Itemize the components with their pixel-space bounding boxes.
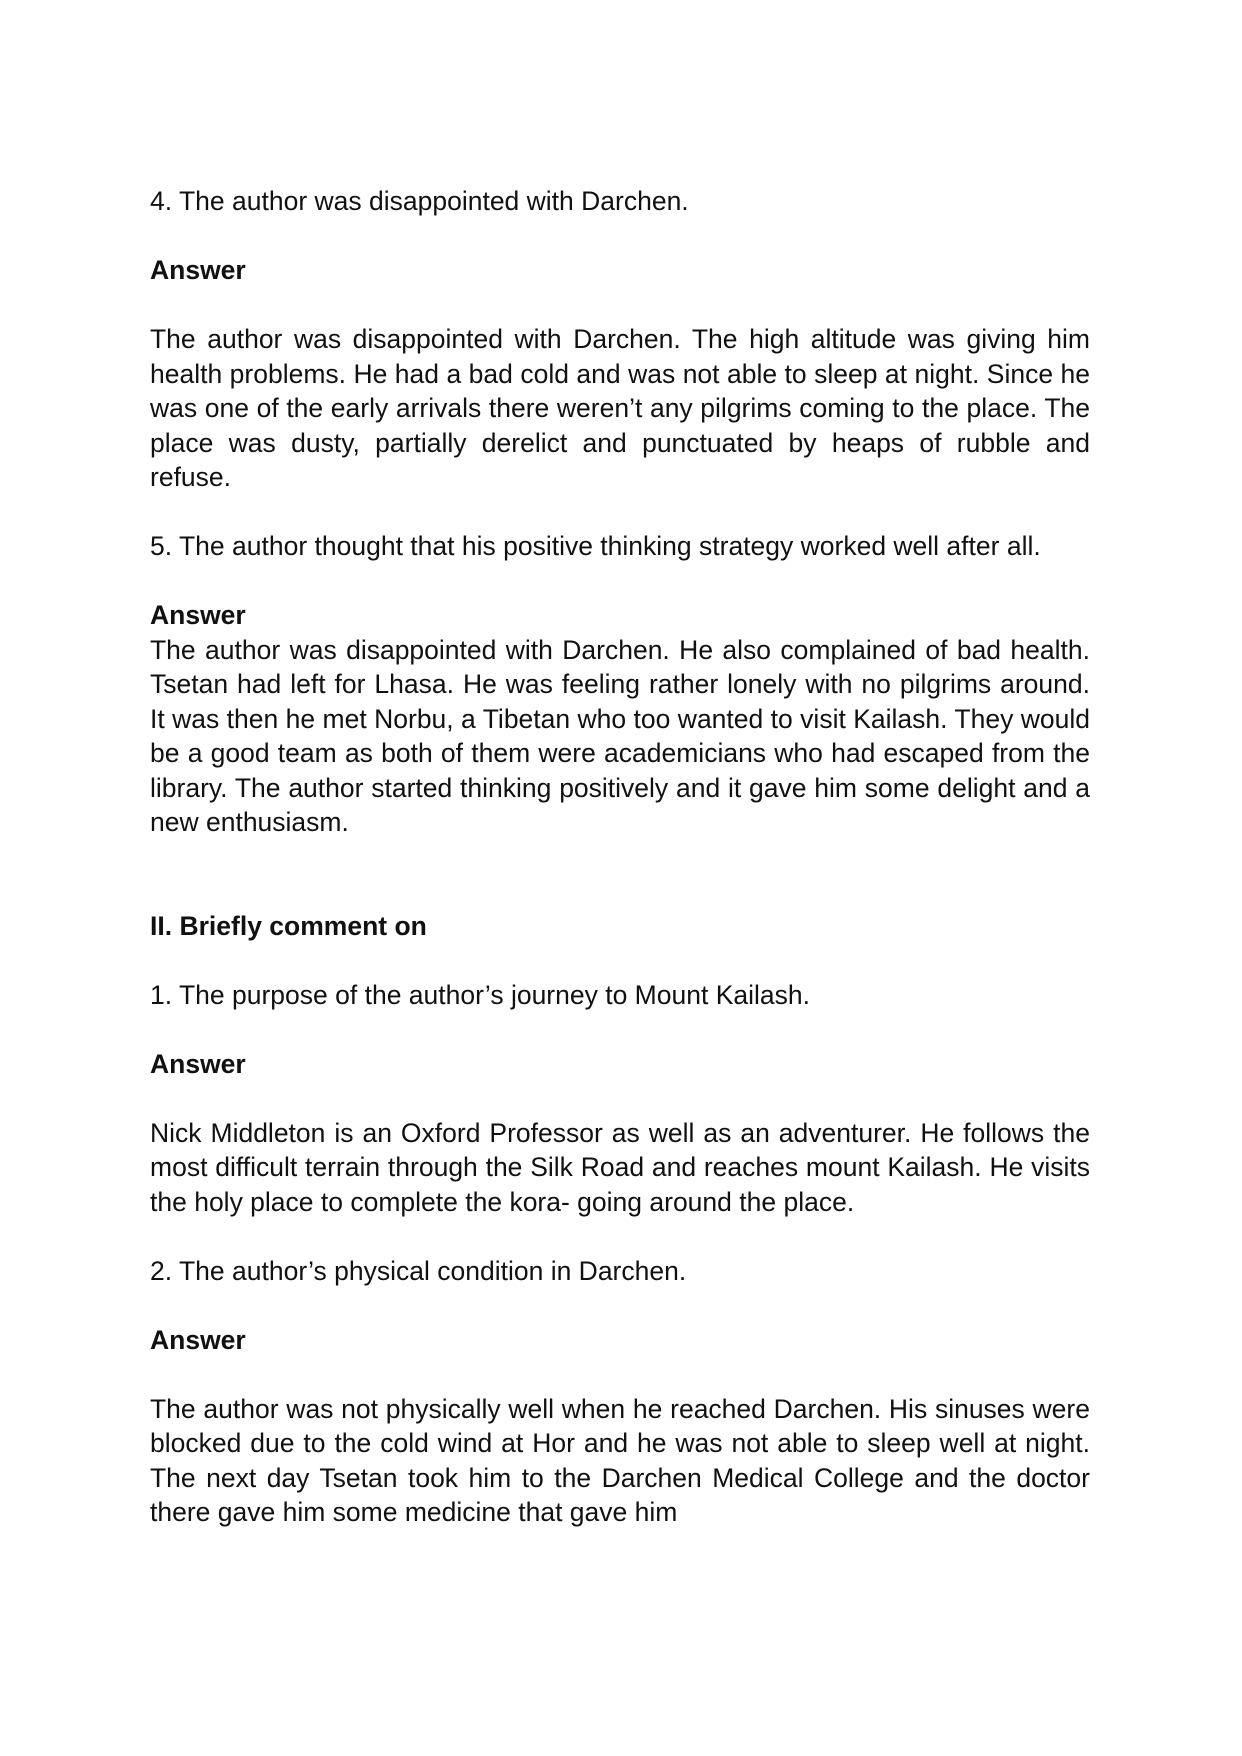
answer-paragraph: The author was disappointed with Darchen. The high altitude was giving him health problems. He had a bad cold and was not able to sleep at night. Since he was one of the early arrivals there weren’t any pilgrims coming to the place. The place was dusty, partially derelict and punctuated by heaps of rubble and refuse. (150, 324, 1090, 492)
question-2: 2. The author’s physical condition in Darchen. (150, 1255, 687, 1286)
question-1: 1. The purpose of the author’s journey to Mount Kailash. (150, 979, 810, 1010)
question-4: 4. The author was disappointed with Darchen. (150, 186, 689, 216)
section-heading: II. Briefly comment on (150, 910, 427, 941)
document-page (150, 184, 1090, 1530)
answer-label: Answer (150, 1048, 246, 1079)
answer-paragraph: Nick Middleton is an Oxford Professor as well as an adventurer. He follows the most difficult terrain through the Silk Road and reaches mount Kailash. He visits the holy place to complete the kora- going around the place. (150, 1117, 1090, 1217)
answer-label: Answer (150, 255, 246, 285)
question-5: 5. The author thought that his positive thinking strategy worked well after all. (150, 531, 1041, 561)
answer-label: Answer (150, 1324, 246, 1355)
answer-label: Answer (150, 600, 246, 630)
answer-paragraph: The author was not physically well when he reached Darchen. His sinuses were blocked due to the cold wind at Hor and he was not able to sleep well at night. The next day Tsetan took him to the Darchen Medical College and the doctor there gave him some medicine that gave him (150, 1393, 1090, 1527)
answer-paragraph: The author was disappointed with Darchen. He also complained of bad health. Tsetan had left for Lhasa. He was feeling rather lonely with no pilgrims around. It was then he met Norbu, a Tibetan who too wanted to visit Kailash. They would be a good team as both of them were academicians who had escaped from the library. The author started thinking positively and it gave him some delight and a new enthusiasm. (150, 634, 1090, 837)
